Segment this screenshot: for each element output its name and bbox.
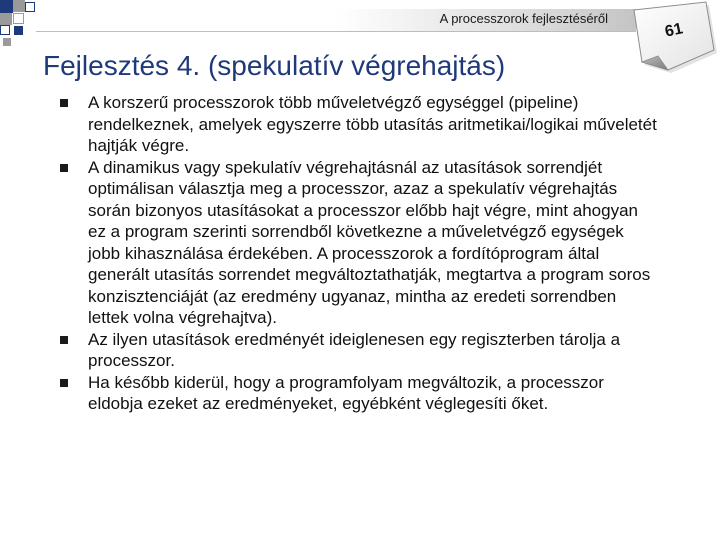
bullet-list <box>60 92 660 415</box>
square-bullet-icon <box>60 99 68 107</box>
bullet-text: A korszerű processzorok több műveletvégző egységgel (pipeline) rendelkeznek, amelyek egyszerre több utasítás aritmetikai/logikai műveletét hajtják végre. <box>88 93 657 155</box>
bullet-item <box>60 329 660 372</box>
square-bullet-icon <box>60 379 68 387</box>
bullet-text: A dinamikus vagy spekulatív végrehajtásnál az utasítások sorrendjét optimálisan választja meg a processzor, azaz a spekulatív végrehajtás során bizonyos utasításokat a processzor előbb hajt végre, mint ahogyan ez a program szerinti sorrendből következne a műveletvégző egységek jobb kihasználása érdekében. A processzorok a fordítóprogram által generált utasítás sorrendet megváltoztathatják, megtartva a program soros konzisztenciáját (az eredmény ugyanaz, mintha az eredeti sorrendben lettek volna végrehajtva). <box>88 157 651 327</box>
decor-square <box>0 13 12 25</box>
bullet-item <box>60 157 660 329</box>
decor-square <box>13 0 25 12</box>
bullet-item <box>60 372 660 415</box>
bullet-item <box>60 92 660 157</box>
page-number: 61 <box>663 20 685 41</box>
header-title: A processzorok fejlesztéséről <box>439 11 608 26</box>
bullet-text: Az ilyen utasítások eredményét ideiglenesen egy regiszterben tárolja a processzor. <box>88 329 621 370</box>
decor-square <box>13 13 24 24</box>
square-bullet-icon <box>60 164 68 172</box>
bullet-text: Ha később kiderül, hogy a programfolyam megváltozik, a processzor eldobja ezeket az eredményeket, egyébként véglegesíti őket. <box>88 372 604 413</box>
square-bullet-icon <box>60 336 68 344</box>
decor-square <box>0 0 13 13</box>
decor-square <box>25 2 35 12</box>
decor-square <box>3 38 11 46</box>
decor-square <box>0 25 10 35</box>
slide-title: Fejlesztés 4. (spekulatív végrehajtás) <box>43 50 506 81</box>
decor-square <box>14 26 23 35</box>
